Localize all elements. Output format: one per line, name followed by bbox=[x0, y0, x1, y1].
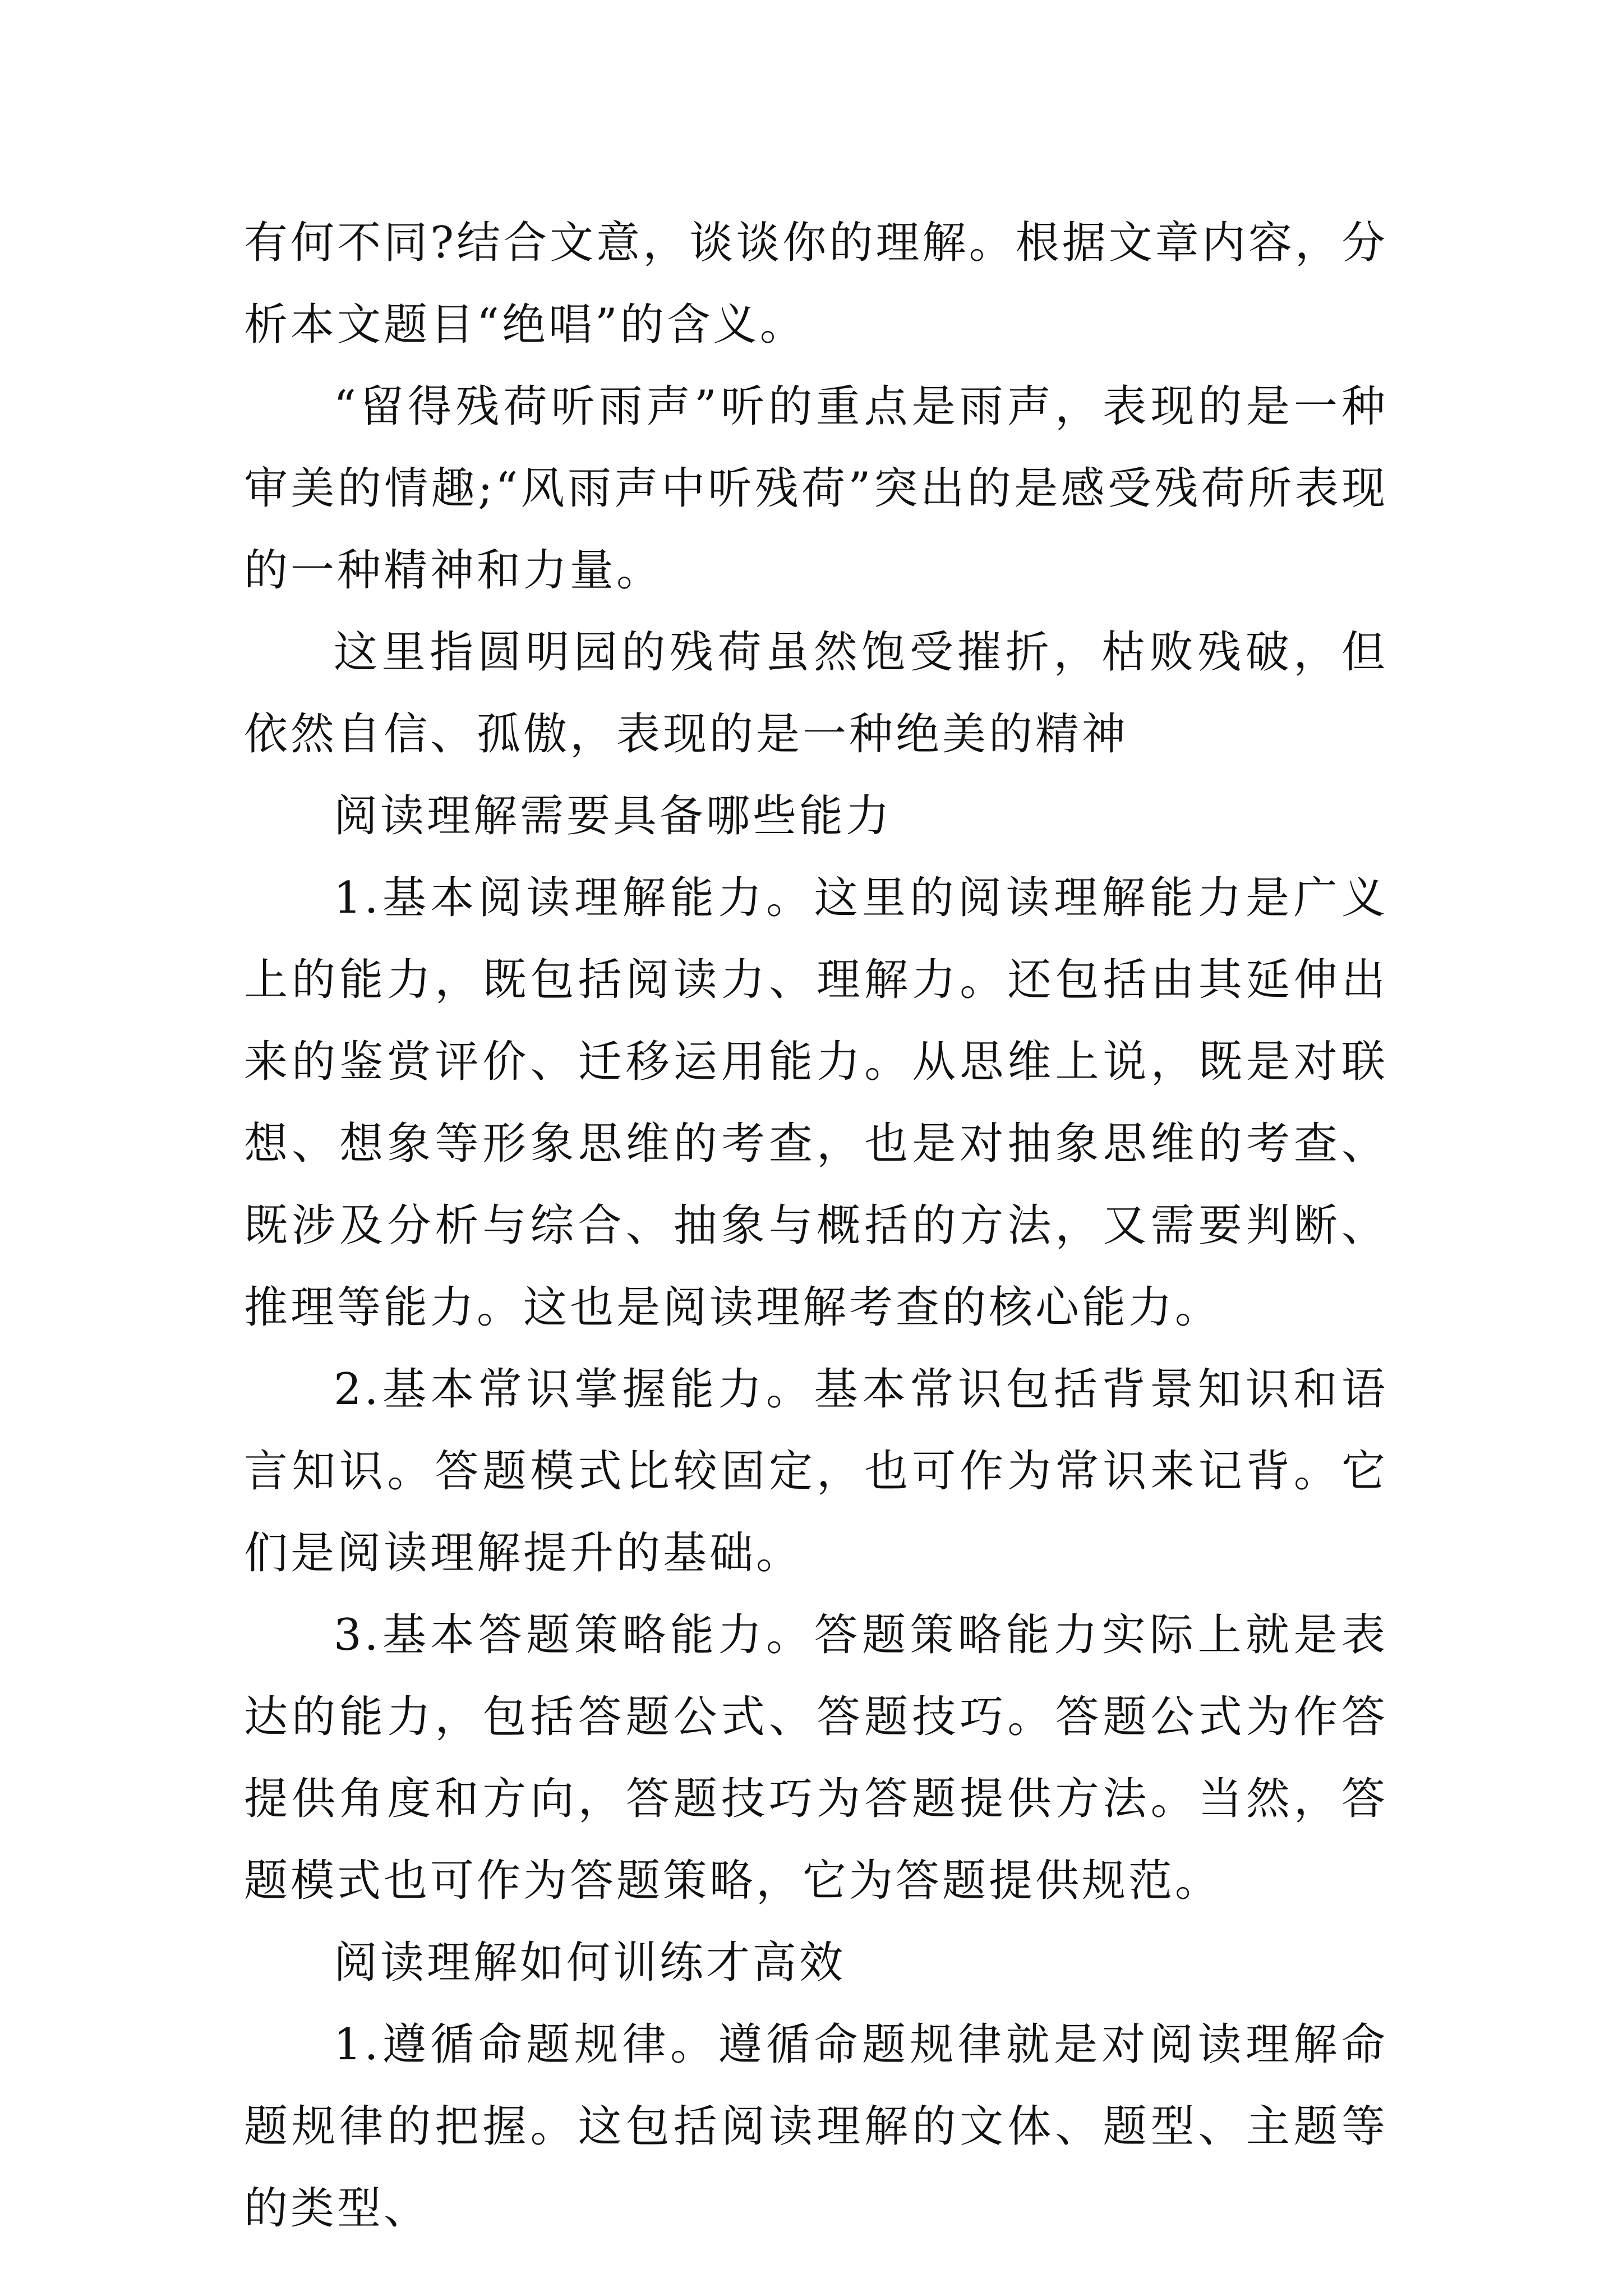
paragraph-ability-2: 2.基本常识掌握能力。基本常识包括背景知识和语言知识。答题模式比较固定，也可作为常识来记背。它们是阅读理解提升的基础。 bbox=[244, 1364, 1388, 1579]
paragraph-ability-1: 1.基本阅读理解能力。这里的阅读理解能力是广义上的能力，既包括阅读力、理解力。还包括由其延伸出来的鉴赏评价、迁移运用能力。从思维上说，既是对联想、想象等形象思维的考查，也是对抽象思维的考查、既涉及分析与综合、抽象与概括的方法，又需要判断、推理等能力。这也是阅读理解考查的核心能力。 bbox=[244, 873, 1388, 1333]
document-body bbox=[244, 202, 1388, 2249]
paragraph-answer-rain: “留得残荷听雨声”听的重点是雨声，表现的是一种审美的情趣;“风雨声中听残荷”突出的是感受残荷所表现的一种精神和力量。 bbox=[244, 381, 1388, 596]
section-heading-training: 阅读理解如何训练才高效 bbox=[334, 1938, 846, 1988]
paragraph-answer-lotus: 这里指圆明园的残荷虽然饱受摧折，枯败残破，但依然自信、孤傲，表现的是一种绝美的精神 bbox=[244, 627, 1388, 760]
paragraph-training-1: 1.遵循命题规律。遵循命题规律就是对阅读理解命题规律的把握。这包括阅读理解的文体、题型、主题等的类型、 bbox=[244, 2019, 1388, 2234]
section-heading-abilities: 阅读理解需要具备哪些能力 bbox=[334, 791, 893, 841]
paragraph-continuation: 有何不同?结合文意，谈谈你的理解。根据文章内容，分析本文题目“绝唱”的含义。 bbox=[244, 218, 1388, 350]
paragraph-ability-3: 3.基本答题策略能力。答题策略能力实际上就是表达的能力，包括答题公式、答题技巧。答题公式为作答提供角度和方向，答题技巧为答题提供方法。当然，答题模式也可作为答题策略，它为答题提供规范。 bbox=[244, 1610, 1388, 1906]
